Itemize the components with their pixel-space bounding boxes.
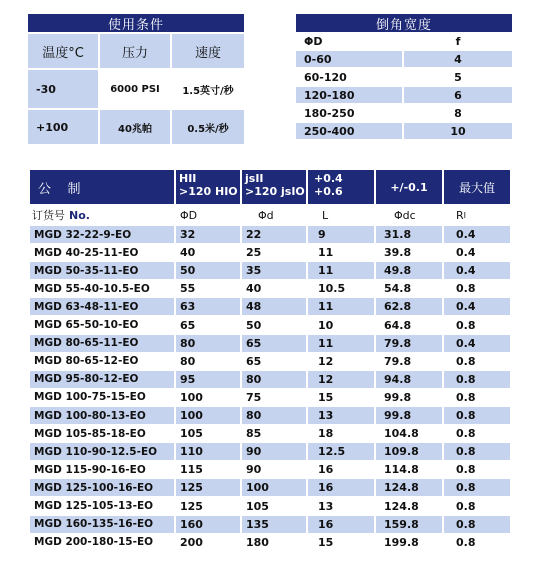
order-no-cell: MGD 200-180-15-EO (30, 534, 174, 551)
r-cell: 0.4 (444, 244, 510, 261)
dc-cell: 49.8 (376, 262, 442, 279)
d-cell: 80 (176, 353, 240, 370)
order-no-cell: MGD 115-90-16-EO (30, 461, 174, 478)
dc-cell: 64.8 (376, 317, 442, 334)
d-cell: 65 (176, 317, 240, 334)
table-row (30, 461, 510, 478)
dc-cell: 109.8 (376, 443, 442, 460)
order-no-cell: MGD 80-65-11-EO (30, 335, 174, 352)
chamfer-header-f: f (404, 33, 512, 49)
header-d-tol-line2: >120 HIO (179, 185, 238, 198)
header-d-tol-line1: HII (179, 172, 197, 185)
subheader-l: L (322, 208, 329, 222)
header-d-tolerance (176, 170, 240, 204)
order-no-cell: MGD 80-65-12-EO (30, 353, 174, 370)
dc-cell: 124.8 (376, 498, 442, 515)
dd-cell: 50 (242, 317, 306, 334)
r-cell: 0.8 (444, 371, 510, 388)
r-cell: 0.8 (444, 516, 510, 533)
l-cell: 18 (308, 425, 374, 442)
order-no-cell: MGD 65-50-10-EO (30, 317, 174, 334)
header-dc-tolerance: +/-0.1 (376, 170, 442, 204)
table-row (30, 371, 510, 388)
l-cell: 11 (308, 262, 374, 279)
dd-cell: 75 (242, 389, 306, 406)
dd-cell: 25 (242, 244, 306, 261)
dd-cell: 100 (242, 479, 306, 496)
order-no-cell: MGD 160-135-16-EO (30, 516, 174, 533)
dd-cell: 48 (242, 298, 306, 315)
header-dd-tol-line1: jsII (245, 172, 264, 185)
subheader-r-label: R (456, 208, 464, 222)
header-l-tol-line1: +0.4 (314, 172, 343, 185)
d-cell: 110 (176, 443, 240, 460)
d-cell: 32 (176, 226, 240, 243)
dd-cell: 40 (242, 280, 306, 297)
dd-cell: 22 (242, 226, 306, 243)
chamfer-cell: 8 (404, 105, 512, 121)
d-cell: 50 (176, 262, 240, 279)
dd-cell: 80 (242, 407, 306, 424)
table-row (30, 353, 510, 370)
l-cell: 10 (308, 317, 374, 334)
subheader-dc: Φdc (394, 208, 416, 222)
r-cell: 0.4 (444, 298, 510, 315)
l-cell: 13 (308, 498, 374, 515)
chamfer-cell: 5 (404, 69, 512, 85)
r-cell: 0.4 (444, 262, 510, 279)
table-row (30, 317, 510, 334)
table-row (30, 335, 510, 352)
l-cell: 13 (308, 407, 374, 424)
table-row (30, 479, 510, 496)
header-dd-tol-line2: >120 jsIO (245, 185, 305, 198)
dc-cell: 79.8 (376, 353, 442, 370)
header-dd-tolerance (242, 170, 306, 204)
d-cell: 160 (176, 516, 240, 533)
order-no-cell: MGD 105-85-18-EO (30, 425, 174, 442)
r-cell: 0.4 (444, 335, 510, 352)
table-row (30, 280, 510, 297)
order-no-cell: MGD 100-80-13-EO (30, 407, 174, 424)
dc-cell: 62.8 (376, 298, 442, 315)
subheader-order-no (32, 206, 172, 224)
dd-cell: 65 (242, 335, 306, 352)
subheader-order-no-label: 订货号 (32, 209, 65, 222)
d-cell: 95 (176, 371, 240, 388)
l-cell: 11 (308, 244, 374, 261)
d-cell: 125 (176, 479, 240, 496)
table-row (30, 443, 510, 460)
l-cell: 16 (308, 516, 374, 533)
dd-cell: 90 (242, 461, 306, 478)
conditions-cell: 40兆帕 (100, 110, 170, 144)
order-no-cell: MGD 32-22-9-EO (30, 226, 174, 243)
r-cell: 0.8 (444, 534, 510, 551)
r-cell: 0.8 (444, 479, 510, 496)
table-row (30, 516, 510, 533)
header-l-tolerance (308, 170, 374, 204)
table-row (30, 534, 510, 551)
chamfer-cell: 180-250 (296, 105, 402, 121)
l-cell: 16 (308, 461, 374, 478)
dd-cell: 65 (242, 353, 306, 370)
d-cell: 100 (176, 407, 240, 424)
dc-cell: 199.8 (376, 534, 442, 551)
r-cell: 0.8 (444, 389, 510, 406)
l-cell: 12 (308, 353, 374, 370)
order-no-cell: MGD 125-105-13-EO (30, 498, 174, 515)
r-cell: 0.8 (444, 407, 510, 424)
dc-cell: 94.8 (376, 371, 442, 388)
dc-cell: 79.8 (376, 335, 442, 352)
header-metric: 公 制 (30, 170, 174, 204)
d-cell: 115 (176, 461, 240, 478)
header-l-tol-line2: +0.6 (314, 185, 343, 198)
d-cell: 63 (176, 298, 240, 315)
order-no-cell: MGD 125-100-16-EO (30, 479, 174, 496)
conditions-title: 使用条件 (28, 14, 244, 32)
conditions-header-pressure: 压力 (100, 34, 170, 68)
conditions-cell: 1.5英寸/秒 (172, 70, 244, 108)
l-cell: 12.5 (308, 443, 374, 460)
dc-cell: 54.8 (376, 280, 442, 297)
chamfer-title: 倒角宽度 (296, 14, 512, 32)
subheader-d: ΦD (180, 208, 198, 222)
table-row (30, 425, 510, 442)
r-cell: 0.8 (444, 353, 510, 370)
table-row (30, 389, 510, 406)
l-cell: 15 (308, 534, 374, 551)
d-cell: 80 (176, 335, 240, 352)
conditions-header-temperature: 温度°C (28, 34, 98, 68)
r-cell: 0.4 (444, 226, 510, 243)
dc-cell: 159.8 (376, 516, 442, 533)
l-cell: 15 (308, 389, 374, 406)
table-row (30, 407, 510, 424)
r-cell: 0.8 (444, 461, 510, 478)
chamfer-cell: 60-120 (296, 69, 402, 85)
dc-cell: 124.8 (376, 479, 442, 496)
chamfer-cell: 250-400 (296, 123, 402, 139)
dd-cell: 80 (242, 371, 306, 388)
dd-cell: 85 (242, 425, 306, 442)
l-cell: 9 (308, 226, 374, 243)
l-cell: 10.5 (308, 280, 374, 297)
dd-cell: 35 (242, 262, 306, 279)
l-cell: 11 (308, 335, 374, 352)
chamfer-header-d: ΦD (296, 33, 402, 49)
dc-cell: 114.8 (376, 461, 442, 478)
r-cell: 0.8 (444, 425, 510, 442)
subheader-r-sub: I (463, 210, 467, 220)
conditions-header-speed: 速度 (172, 34, 244, 68)
dd-cell: 180 (242, 534, 306, 551)
dc-cell: 31.8 (376, 226, 442, 243)
d-cell: 55 (176, 280, 240, 297)
order-no-cell: MGD 95-80-12-EO (30, 371, 174, 388)
chamfer-cell: 0-60 (296, 51, 402, 67)
dc-cell: 99.8 (376, 407, 442, 424)
dd-cell: 135 (242, 516, 306, 533)
table-row (30, 262, 510, 279)
header-r-max: 最大值 (444, 170, 510, 204)
l-cell: 11 (308, 298, 374, 315)
r-cell: 0.8 (444, 317, 510, 334)
order-no-cell: MGD 55-40-10.5-EO (30, 280, 174, 297)
conditions-cell: -30 (28, 70, 98, 108)
table-row (30, 226, 510, 243)
conditions-cell: 0.5米/秒 (172, 110, 244, 144)
chamfer-cell: 10 (404, 123, 512, 139)
d-cell: 125 (176, 498, 240, 515)
dc-cell: 104.8 (376, 425, 442, 442)
order-no-cell: MGD 63-48-11-EO (30, 298, 174, 315)
dd-cell: 90 (242, 443, 306, 460)
order-no-cell: MGD 110-90-12.5-EO (30, 443, 174, 460)
table-row (30, 244, 510, 261)
subheader-r (456, 206, 496, 224)
dd-cell: 105 (242, 498, 306, 515)
r-cell: 0.8 (444, 498, 510, 515)
table-row (30, 298, 510, 315)
d-cell: 40 (176, 244, 240, 261)
table-row (30, 498, 510, 515)
conditions-cell: 6000 PSI (100, 70, 170, 108)
order-no-cell: MGD 40-25-11-EO (30, 244, 174, 261)
dc-cell: 99.8 (376, 389, 442, 406)
d-cell: 105 (176, 425, 240, 442)
l-cell: 12 (308, 371, 374, 388)
conditions-cell: +100 (28, 110, 98, 144)
subheader-order-no-tag: No. (69, 208, 90, 222)
d-cell: 100 (176, 389, 240, 406)
subheader-dd: Φd (258, 208, 274, 222)
d-cell: 200 (176, 534, 240, 551)
chamfer-cell: 6 (404, 87, 512, 103)
dc-cell: 39.8 (376, 244, 442, 261)
l-cell: 16 (308, 479, 374, 496)
r-cell: 0.8 (444, 280, 510, 297)
order-no-cell: MGD 50-35-11-EO (30, 262, 174, 279)
r-cell: 0.8 (444, 443, 510, 460)
chamfer-cell: 120-180 (296, 87, 402, 103)
order-no-cell: MGD 100-75-15-EO (30, 389, 174, 406)
chamfer-cell: 4 (404, 51, 512, 67)
